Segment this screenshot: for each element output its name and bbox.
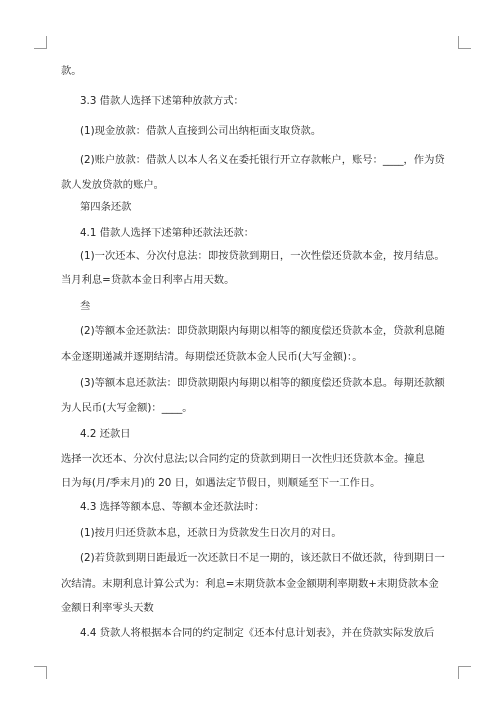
text-line: 日为每(月/季末月)的 20 日，如遇法定节假日，则顺延至下一工作日。 <box>61 477 381 489</box>
crop-mark-bottom-left <box>34 666 47 679</box>
crop-mark-top-left <box>34 36 47 49</box>
text-line: (1)一次还本、分次付息法：即按贷款到期日，一次性偿还贷款本金，按月结息。 <box>80 250 445 262</box>
text-line: 款。 <box>61 65 82 77</box>
section-heading-4-1: 4.1 借款人选择下述第种还款法还款： <box>80 227 255 239</box>
crop-mark-top-right <box>458 36 471 49</box>
text-line: 本金逐期递减并逐期结清。每期偿还贷款本金人民币(大写金额)：。 <box>61 351 363 363</box>
text-line: 金额日利率零头天数 <box>61 602 154 614</box>
text-line: 次结清。末期利息计算公式为：利息=末期贷款本金金额期利率期数+末期贷款本金 <box>61 578 439 590</box>
text-line: (2)若贷款到期日距最近一次还款日不足一期的，该还款日不做还款，待到期日一 <box>80 552 445 564</box>
text-line: (2)等额本金还款法：即贷款期限内每期以相等的额度偿还贷款本金，贷款利息随 <box>80 325 445 337</box>
text-line: 选择一次还本、分次付息法;以合同约定的贷款到期日一次性归还贷款本金。撞息 <box>61 453 425 465</box>
section-heading-3-3: 3.3 借款人选择下述第种放款方式： <box>80 95 244 107</box>
text-line: 款人发放贷款的账户。 <box>61 179 164 191</box>
text-line: 叁 <box>80 300 91 312</box>
text-line: (3)等额本息还款法：即贷款期限内每期以相等的额度偿还贷款本息。每期还款额 <box>80 377 445 389</box>
text-line: (1)现金放款：借款人直接到公司出纳柜面支取贷款。 <box>80 125 322 137</box>
section-heading-4-3: 4.3 选择等额本息、等额本金还款法时： <box>80 501 265 513</box>
crop-mark-bottom-right <box>458 666 471 679</box>
text-line: (2)账户放款：借款人以本人名义在委托银行开立存款帐户，账号：____，作为贷 <box>80 154 445 166</box>
text-line: 为人民币(大写金额)：____。 <box>61 402 193 414</box>
text-line: 当月利息=贷款本金日利率占用天数。 <box>61 274 235 286</box>
section-heading-4-4: 4.4 贷款人将根据本合同的约定制定《还本付息计划表》，并在贷款实际发放后 <box>80 627 435 639</box>
text-line: (1)按月归还贷款本息，还款日为贷款发生日次月的对日。 <box>80 527 342 539</box>
section-heading-4-2: 4.2 还款日 <box>80 428 131 440</box>
article-heading-4: 第四条还款 <box>80 201 132 213</box>
